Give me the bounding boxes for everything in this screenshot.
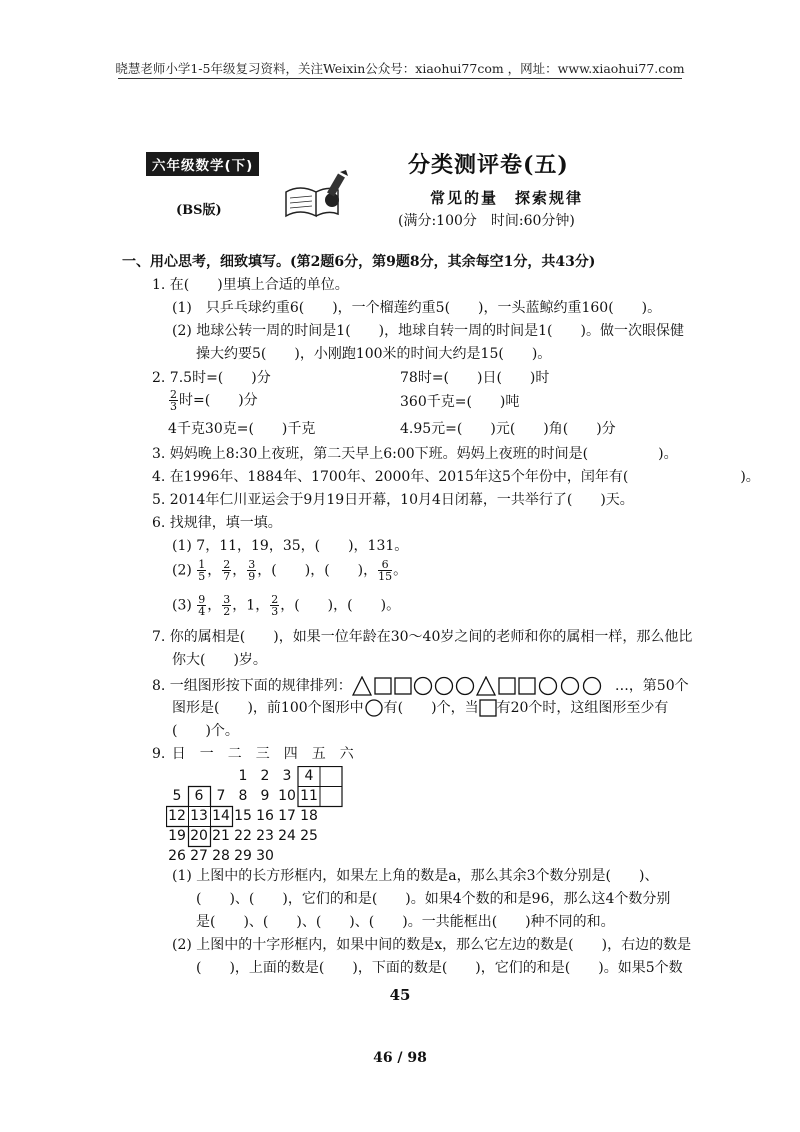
calendar-day: 17 — [278, 808, 296, 824]
fraction: $\frac{3}{9}$ — [248, 558, 256, 583]
page-header-text: 晓慧老师小学1-5年级复习资料，关注Weixin公众号：xiaohui77com ，网址：www.xiaohui77.com — [115, 61, 685, 76]
q9-part2-a: (2) 上图中的十字形框内，如果中间的数是x，那么它左边的数是( )，右边的数是 — [172, 937, 692, 953]
calendar-day: 21 — [212, 828, 230, 844]
edition-label: (BS版) — [176, 203, 222, 218]
q8-line-3: ( )个。 — [172, 723, 239, 739]
fraction: $\frac{9}{4}$ — [198, 593, 206, 618]
header-divider — [118, 78, 682, 79]
calendar-day: 29 — [234, 848, 252, 864]
q5-text: 5. 2014年仁川亚运会于9月19日开幕，10月4日闭幕，一共举行了( )天。 — [152, 492, 634, 508]
q8-line-1: 8. 一组图形按下面的规律排列： …，第50个 — [152, 678, 689, 694]
calendar-day: 10 — [278, 788, 296, 804]
q3-text: 3. 妈妈晚上8:30上夜班，第二天早上6:00下班。妈妈上夜班的时间是( )。 — [152, 446, 678, 462]
square-icon — [395, 678, 411, 694]
q9-part1-a: (1) 上图中的长方形框内，如果左上角的数是a，那么其余3个数分别是( )、 — [172, 868, 659, 884]
calendar-day: 28 — [212, 848, 230, 864]
calendar-day: 20 — [190, 828, 208, 844]
calendar-day: 19 — [168, 828, 186, 844]
q2-e-text: 4千克30克=( )千克 — [168, 421, 316, 437]
calendar-day: 9 — [260, 788, 270, 804]
calendar-day: 7 — [216, 788, 226, 804]
calendar-day: 27 — [190, 848, 208, 864]
calendar-day: 15 — [234, 808, 252, 824]
fraction: $\frac{6}{15}$ — [378, 558, 393, 583]
circle-icon — [561, 678, 578, 695]
triangle-icon — [477, 677, 495, 695]
q9-calendar-header: 9. 日 一 二 三 四 五 六 — [152, 746, 354, 762]
shape-sequence — [352, 676, 615, 696]
page-subtitle: 常见的量 探索规律 — [430, 189, 584, 207]
fraction: $\frac{2}{3}$ — [271, 593, 279, 618]
q2-a-text: 2. 7.5时=( )分 — [152, 370, 271, 386]
circle-icon — [539, 678, 556, 695]
q6-text: 6. 找规律，填一填。 — [152, 515, 282, 531]
square-icon — [479, 699, 497, 717]
calendar-day: 8 — [238, 788, 248, 804]
q8-line-2: 图形是( )，前100个图形中 有( )个，当 有20个时，这组图形至少有 — [172, 700, 669, 716]
q6-part2-line: (2) $\frac{1}{5}$ ， $\frac{2}{7}$ ， $\frac{3}{9}$ ，( )，( )， $\frac{6}{15}$ 。 — [172, 558, 408, 583]
q6-part1-text: (1) 7，11，19，35，( )，131。 — [172, 538, 409, 554]
calendar-day: 23 — [256, 828, 274, 844]
triangle-icon — [353, 677, 371, 695]
page-number: 45 — [389, 986, 411, 1004]
page-count: 46 / 98 — [373, 1050, 427, 1066]
section-1-heading: 一、用心思考，细致填写。(第2题6分，第9题8分，其余每空1分，共43分) — [122, 254, 596, 270]
q7-cont-text: 你大( )岁。 — [172, 652, 267, 668]
calendar-day: 3 — [282, 768, 292, 784]
q2-d-text: 360千克=( )吨 — [400, 394, 520, 410]
calendar-day: 5 — [172, 788, 182, 804]
calendar-grid — [166, 766, 350, 866]
calendar-day: 25 — [300, 828, 318, 844]
calendar-day: 22 — [234, 828, 252, 844]
fraction: $\frac{2}{3}$ — [170, 388, 177, 413]
q9-part2-b: ( )，上面的数是( )，下面的数是( )，它们的和是( )。如果5个数 — [196, 960, 683, 976]
circle-icon — [364, 699, 384, 717]
score-time-info: (满分:100分 时间:60分钟) — [398, 213, 575, 229]
q1-part2-text: (2) 地球公转一周的时间是1( )，地球自转一周的时间是1( )。做一次眼保健 — [172, 323, 684, 339]
circle-icon — [583, 678, 600, 695]
circle-icon — [435, 678, 452, 695]
square-icon — [499, 678, 515, 694]
calendar-day: 14 — [212, 808, 230, 824]
q1-part1-text: (1) 只乒乓球约重6( )，一个榴莲约重5( )，一头蓝鲸约重160( )。 — [172, 300, 662, 316]
calendar-day: 16 — [256, 808, 274, 824]
calendar-day: 24 — [278, 828, 296, 844]
q2-b-text: 78时=( )日( )时 — [400, 370, 550, 386]
calendar-day: 1 — [238, 768, 248, 784]
square-icon — [519, 678, 535, 694]
calendar-day: 18 — [300, 808, 318, 824]
calendar-day: 11 — [300, 788, 318, 804]
calendar-day: 13 — [190, 808, 208, 824]
calendar-day: 26 — [168, 848, 186, 864]
circle-icon — [414, 678, 431, 695]
q1-part2-cont-text: 操大约要5( )，小刚跑100米的时间大约是15( )。 — [196, 346, 552, 362]
q4-text: 4. 在1996年、1884年、1700年、2000年、2015年这5个年份中，闰年有( )。 — [152, 469, 760, 485]
book-illustration-icon — [282, 170, 354, 220]
calendar-day: 6 — [194, 788, 204, 804]
calendar-day: 12 — [168, 808, 186, 824]
fraction: $\frac{1}{5}$ — [198, 558, 206, 583]
q9-part1-b: ( )、( )，它们的和是( )。如果4个数的和是96，那么这4个数分别 — [196, 891, 671, 907]
calendar-day: 30 — [256, 848, 274, 864]
calendar-day: 4 — [304, 768, 314, 784]
q2-f-text: 4.95元=( )元( )角( )分 — [400, 421, 616, 437]
q6-part3-line: (3) $\frac{9}{4}$ ， $\frac{3}{2}$ ，1， $\frac{2}{3}$ ，( )，( )。 — [172, 593, 401, 618]
calendar-day: 2 — [260, 768, 270, 784]
fraction: $\frac{3}{2}$ — [223, 593, 231, 618]
page-title: 分类测评卷(五) — [408, 152, 569, 178]
q9-part1-c: 是( )、( )、( )、( )。一共能框出( )种不同的和。 — [196, 914, 615, 930]
circle-icon — [456, 678, 473, 695]
fraction: $\frac{2}{7}$ — [223, 558, 231, 583]
square-icon — [375, 678, 391, 694]
grade-badge: 六年级数学(下) — [146, 152, 259, 176]
q7-text: 7. 你的属相是( )，如果一位年龄在30～40岁之间的老师和你的属相一样，那么他比 — [152, 629, 693, 645]
q1-text: 1. 在( )里填上合适的单位。 — [152, 277, 349, 293]
q2-c-line: $\frac{2}{3}$ 时=( )分 — [170, 388, 258, 413]
